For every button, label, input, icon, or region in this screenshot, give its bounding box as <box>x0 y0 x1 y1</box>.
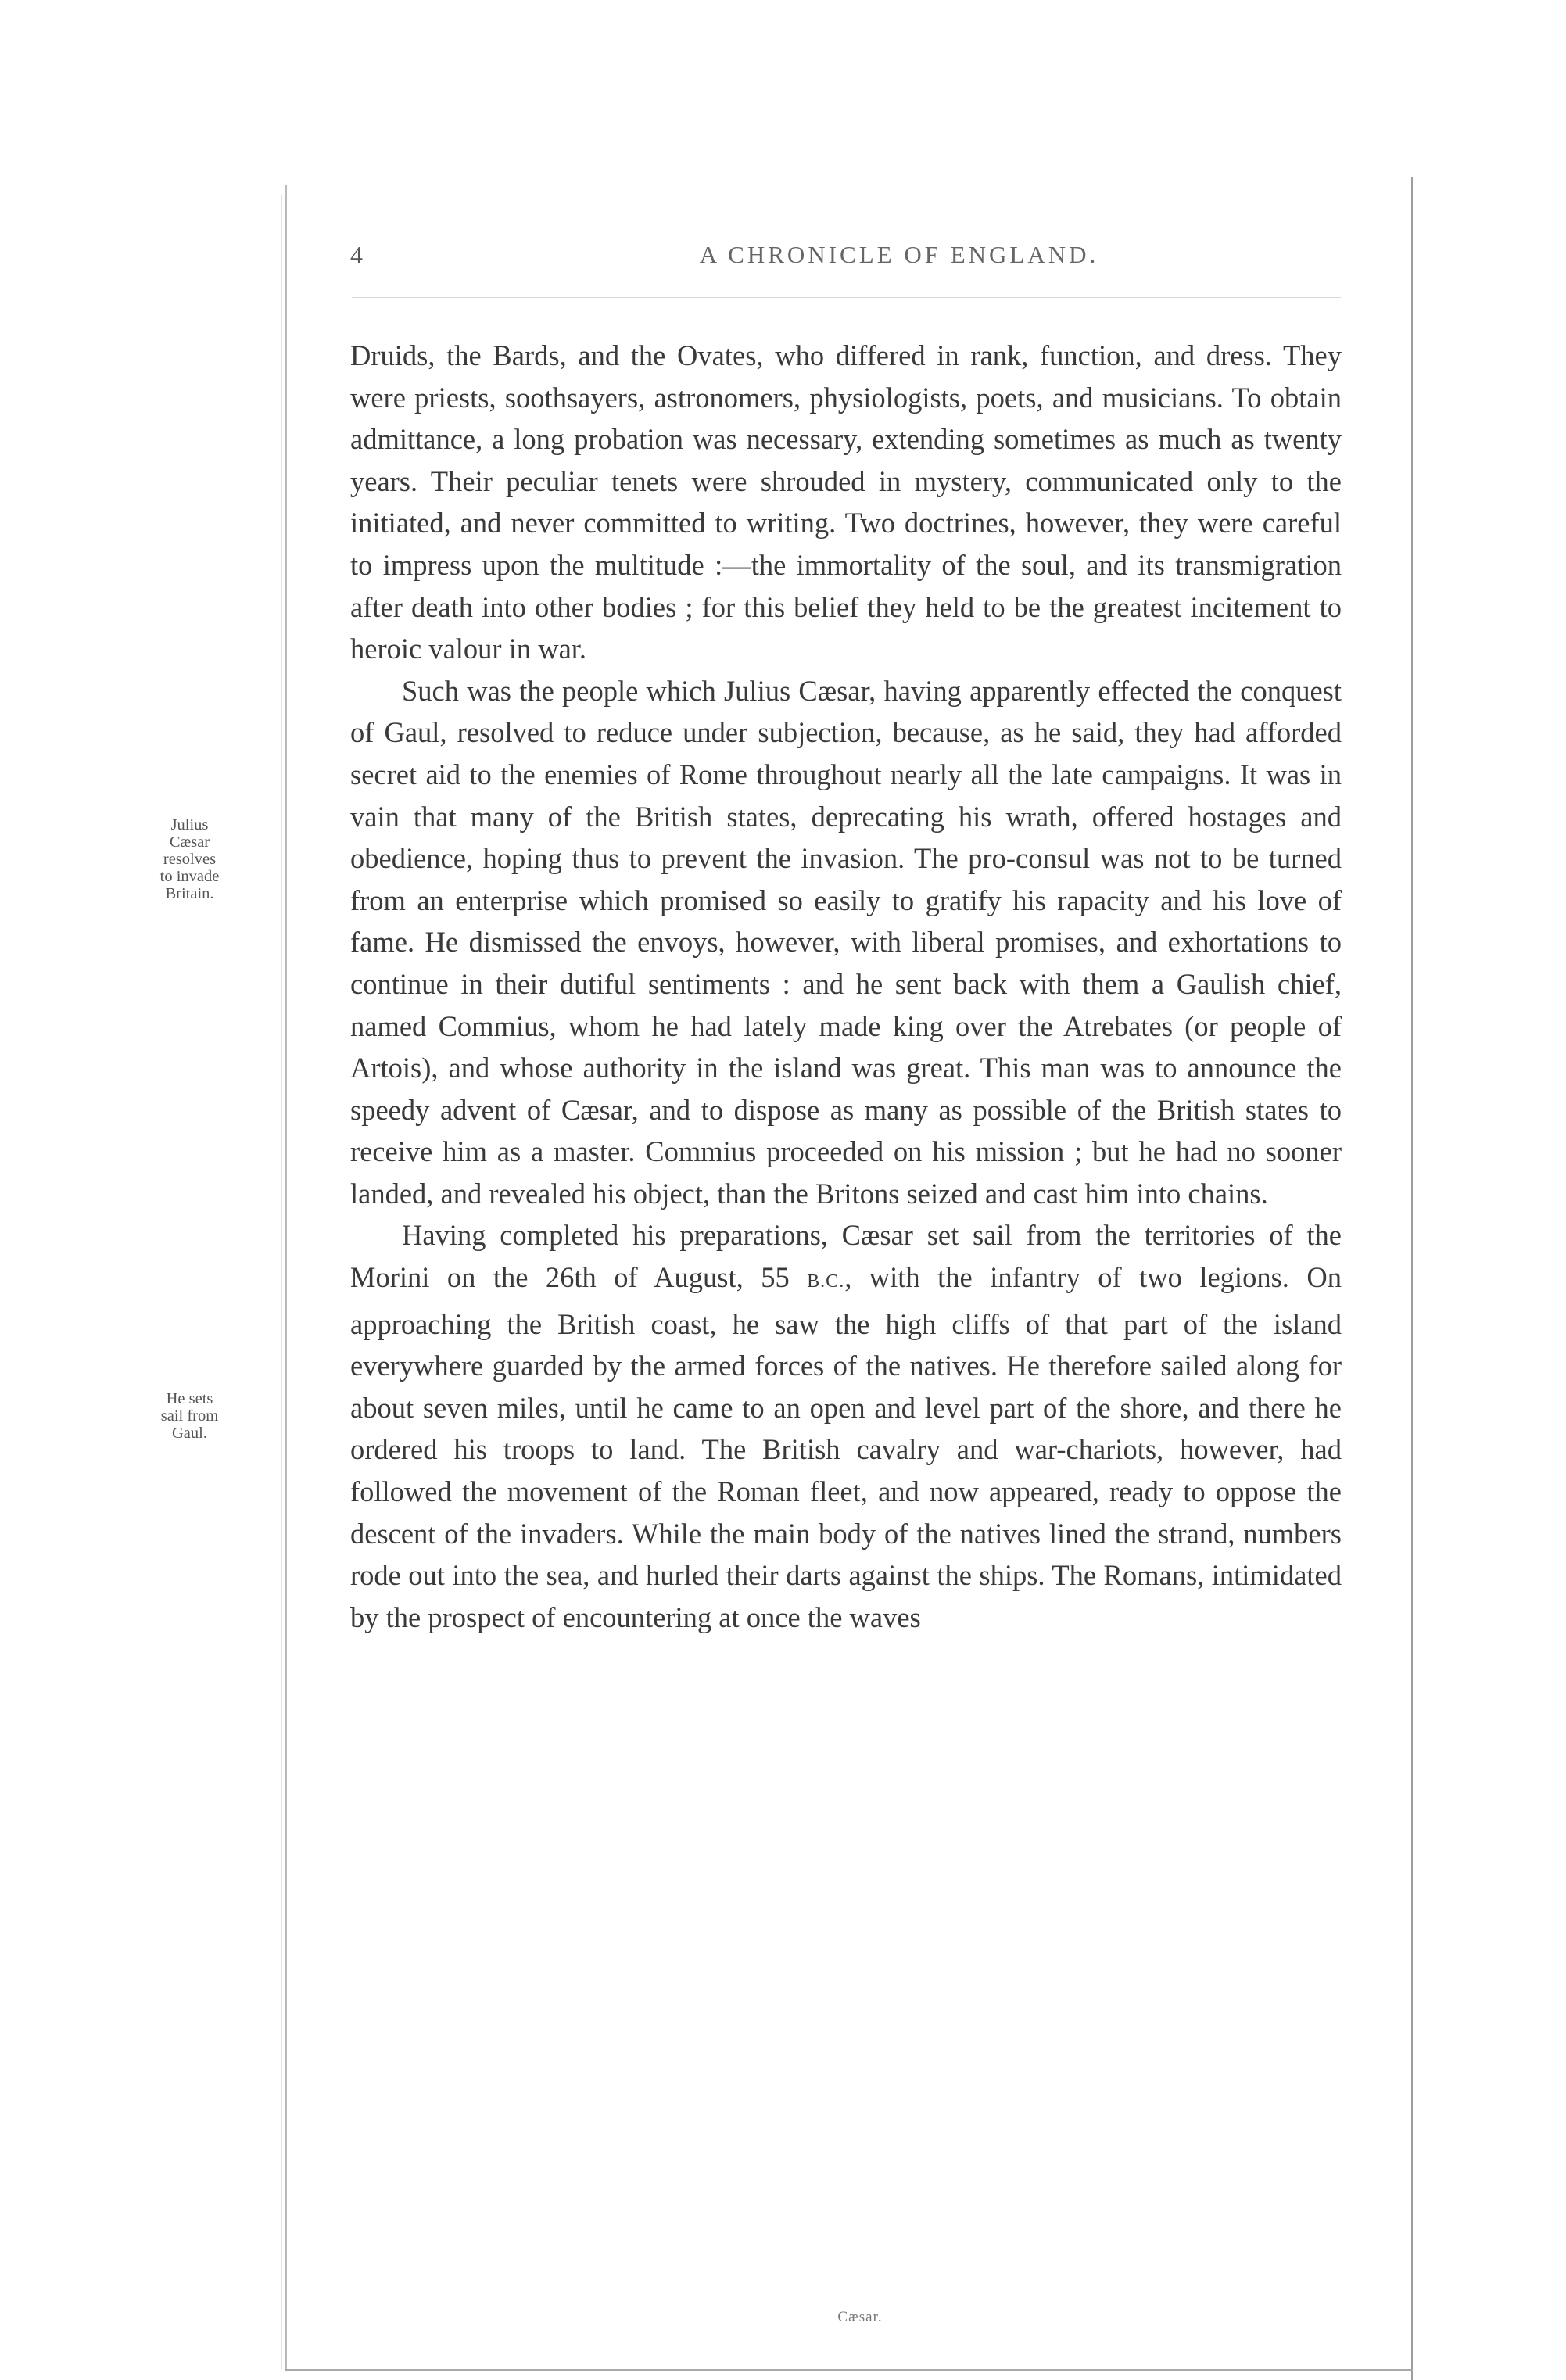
frame-right-border <box>1411 177 1413 2380</box>
footer-caption: Cæsar. <box>837 2309 883 2325</box>
margin-note-line: sail from <box>160 1407 219 1425</box>
era-abbreviation: B.C. <box>807 1271 845 1292</box>
header-rule <box>352 297 1341 298</box>
margin-note-line: He sets <box>166 1390 213 1407</box>
frame-bottom-border <box>285 2369 1413 2371</box>
margin-note-caesar-resolves <box>125 816 254 902</box>
paragraph-druids: Druids, the Bards, and the Ovates, who differed in rank, function, and dress. They were priests, soothsayers, astronomers, physiologists, poets, and musicians. To obtain admittance, a long probation was necessary, extending sometimes as much as twenty years. Their peculiar tenets were shrouded in mystery, communicated only to the initiated, and never committed to writing. Two doctrines, however, they were careful to impress upon the multitude :—the immortality of the soul, and its transmigration after death into other bodies ; for this belief they held to be the greatest incitement to heroic valour in war. <box>350 339 1342 665</box>
paragraph-sets-sail <box>350 1214 1342 1638</box>
margin-note-line: Cæsar <box>169 833 210 851</box>
margin-note-line: Britain. <box>165 885 214 902</box>
paragraph-caesar-resolves: Such was the people which Julius Cæsar, having apparently effected the conquest of Gaul, resolved to reduce under subjection, because, as he said, they had afforded secret aid to the enemies of Rome throughout nearly all the late campaigns. It was in vain that many of the British states, deprecating his wrath, offered hostages and obedience, hoping thus to prevent the invasion. The pro-consul was not to be turned from an enterprise which promised so easily to gratify his rapacity and his love of fame. He dismissed the envoys, however, with liberal promises, and exhortations to continue in their dutiful sentiments : and he sent back with them a Gaulish chief, named Commius, whom he had lately made king over the Atrebates (or people of Artois), and whose authority in the island was great. This man was to announce the speedy advent of Cæsar, and to dispose as many as possible of the British states to receive him as a master. Commius proceeded on his mission ; but he had no sooner landed, and revealed his object, than the Britons seized and cast him into chains. <box>350 674 1342 1210</box>
body-text <box>350 335 1342 1638</box>
page-number: 4 <box>350 241 363 269</box>
running-title: A CHRONICLE OF ENGLAND. <box>699 241 1099 268</box>
paragraph-text: Having completed his preparations, Cæsar set sail from the territories of the Morini on the 26th of August, 55 <box>350 1219 1342 1294</box>
paragraph-text: , with the infantry of two legions. On approaching the British coast, he saw the high cliffs of that part of the island everywhere guarded by the armed forces of the natives. He therefore sailed along for about seven miles, until he came to an open and level part of the shore, and there he ordered his troops to land. The British cavalry and war-chariots, however, had followed the movement of the Roman fleet, and now appeared, ready to oppose the descent of the invaders. While the main body of the natives lined the strand, numbers rode out into the sea, and hurled their darts against the ships. The Romans, intimidated by the prospect of encountering at once the waves <box>350 1261 1342 1633</box>
frame-left-shadow <box>281 195 282 2369</box>
margin-note-line: Julius <box>170 816 209 833</box>
frame-left-border <box>285 185 287 2371</box>
margin-note-line: to invade <box>159 868 220 885</box>
margin-note-line: Gaul. <box>172 1425 207 1442</box>
margin-note-sets-sail <box>125 1390 254 1442</box>
margin-note-line: resolves <box>163 851 217 868</box>
